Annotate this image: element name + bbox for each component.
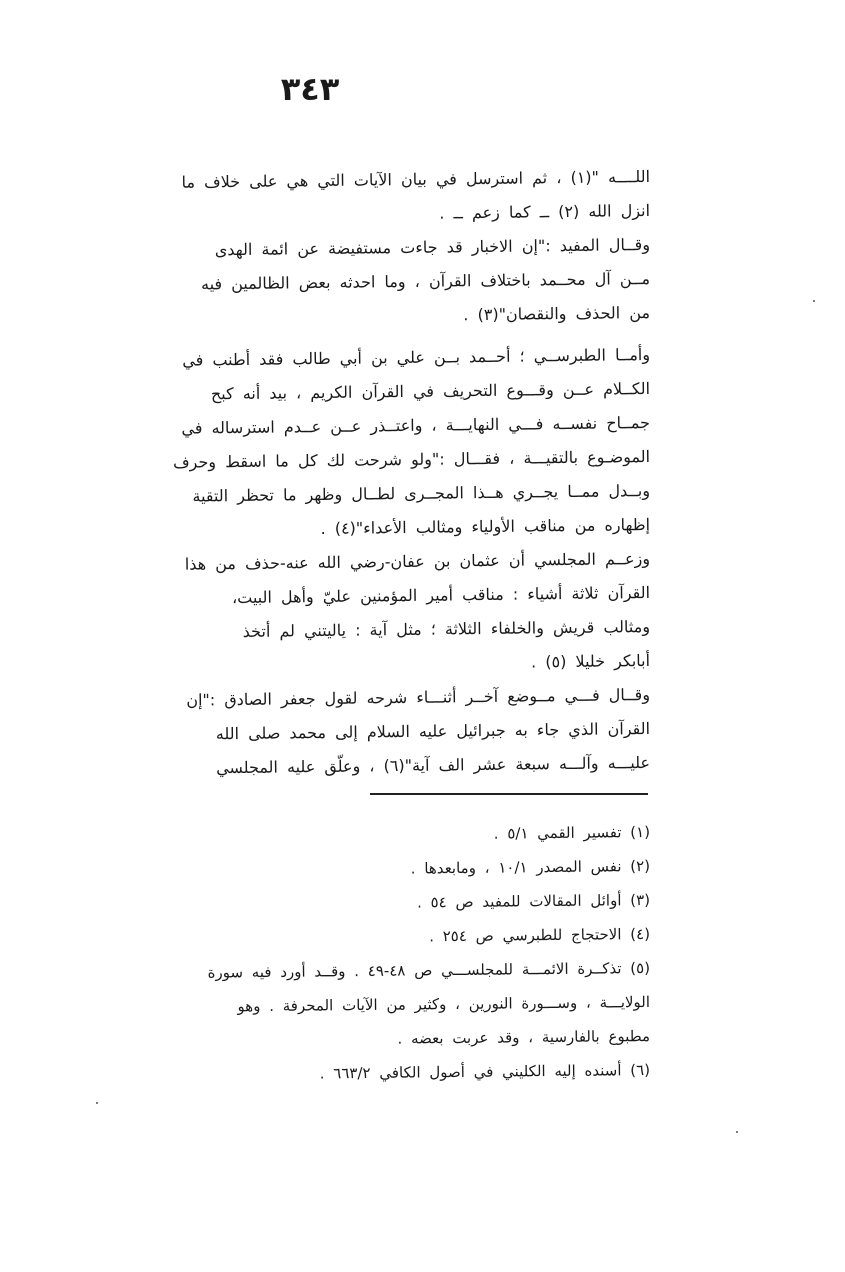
scan-speck [813,300,815,302]
body-line: الموضـوع بالتقيـــة ، فقـــال :"ولو شرحت لك كل ما اسقط وحرف [172,447,651,472]
body-line: اللــــه "(١) ، ثم استرسل في بيان الآيات التي هي على خلاف ما [181,167,651,192]
body-line: الكــلام عــن وقـــوع التحريف في القرآن الكريم ، بيد أنه كبح [210,379,651,404]
footnote-5: (٥) تذكــرة الائمـــة للمجلســـي ص ٤٨-٤٩ . وقــد أورد فيه سورة [207,959,651,982]
footnotes [76,815,650,1087]
body-line: وبــدل ممــا يجــري هــذا المجــرى لطــال وظهر ما تحظر التقية [192,481,651,506]
paragraph-start-line: وقــال المفيد :"إن الاخبار قد جاءت مستفيضة عن ائمة الهدى [214,235,651,260]
body-text [58,160,650,780]
footnote-2: (٢) نفس المصدر ١٠/١ ، ومابعدها . [410,857,651,878]
scan-speck [96,1102,98,1104]
footnote-1: (١) تفسير القمي ٥/١ . [493,823,651,843]
footnote-5-continued: الولايـــة ، وســـورة النورين ، وكثير من الآيات المحرفة . وهو [237,993,651,1016]
body-line: عليـــه وآلـــه سبعة عشر الف آية"(٦) ، وعلّق عليه المجلسي [216,753,651,778]
body-line: أبابكر خليلا (٥) . [530,651,651,672]
body-line: إظهاره من مناقب الأولياء ومثالب الأعداء"(٤) . [320,515,651,539]
footnote-6: (٦) أسنده إليه الكليني في أصول الكافي ٦٦٣/٢ . [319,1061,651,1083]
body-line: مــن آل محــمد باختلاف القرآن ، وما احدثه بعض الظالمين فيه [200,269,651,294]
body-line: جمــاح نفســه فـــي النهايـــة ، واعتــذر عــن عــدم استرساله في [181,413,651,438]
footnote-5-continued: مطبوع بالفارسية ، وقد عربت بعضه . [397,1027,651,1048]
paragraph-start-line: وأمــا الطبرســي ؛ أحــمد بــن علي بن أبي طالب فقد أطنب في [182,345,651,370]
footnote-separator [370,793,648,795]
paragraph-start-line: وزعــم المجلسي أن عثمان بن عفان-رضي الله عنه-حذف من هذا [184,549,651,574]
footnote-3: (٣) أوائل المقالات للمفيد ص ٥٤ . [416,891,651,912]
body-line: انزل الله (٢) ــ كما زعم ــ . [439,201,651,223]
scan-speck [736,1131,738,1133]
paragraph-start-line: وقــال فـــي مــوضع آخــر أثنـــاء شرحه لقول جعفر الصادق :"إن [186,685,651,710]
body-line: القرآن ثلاثة أشياء : مناقب أمير المؤمنين عليّ وأهل البيت، [231,583,651,608]
body-line: القرآن الذي جاء به جبرائيل عليه السلام إلى محمد صلى الله [215,719,651,744]
footnote-4: (٤) الاحتجاج للطبرسي ص ٢٥٤ . [429,925,651,946]
body-line: من الحذف والنقصان"(٣) . [463,303,651,325]
body-line: ومثالب قريش والخلفاء الثلاثة ؛ مثل آية : ياليتني لم أتخذ [242,617,651,641]
page-number: ٣٤٣ [280,70,340,108]
